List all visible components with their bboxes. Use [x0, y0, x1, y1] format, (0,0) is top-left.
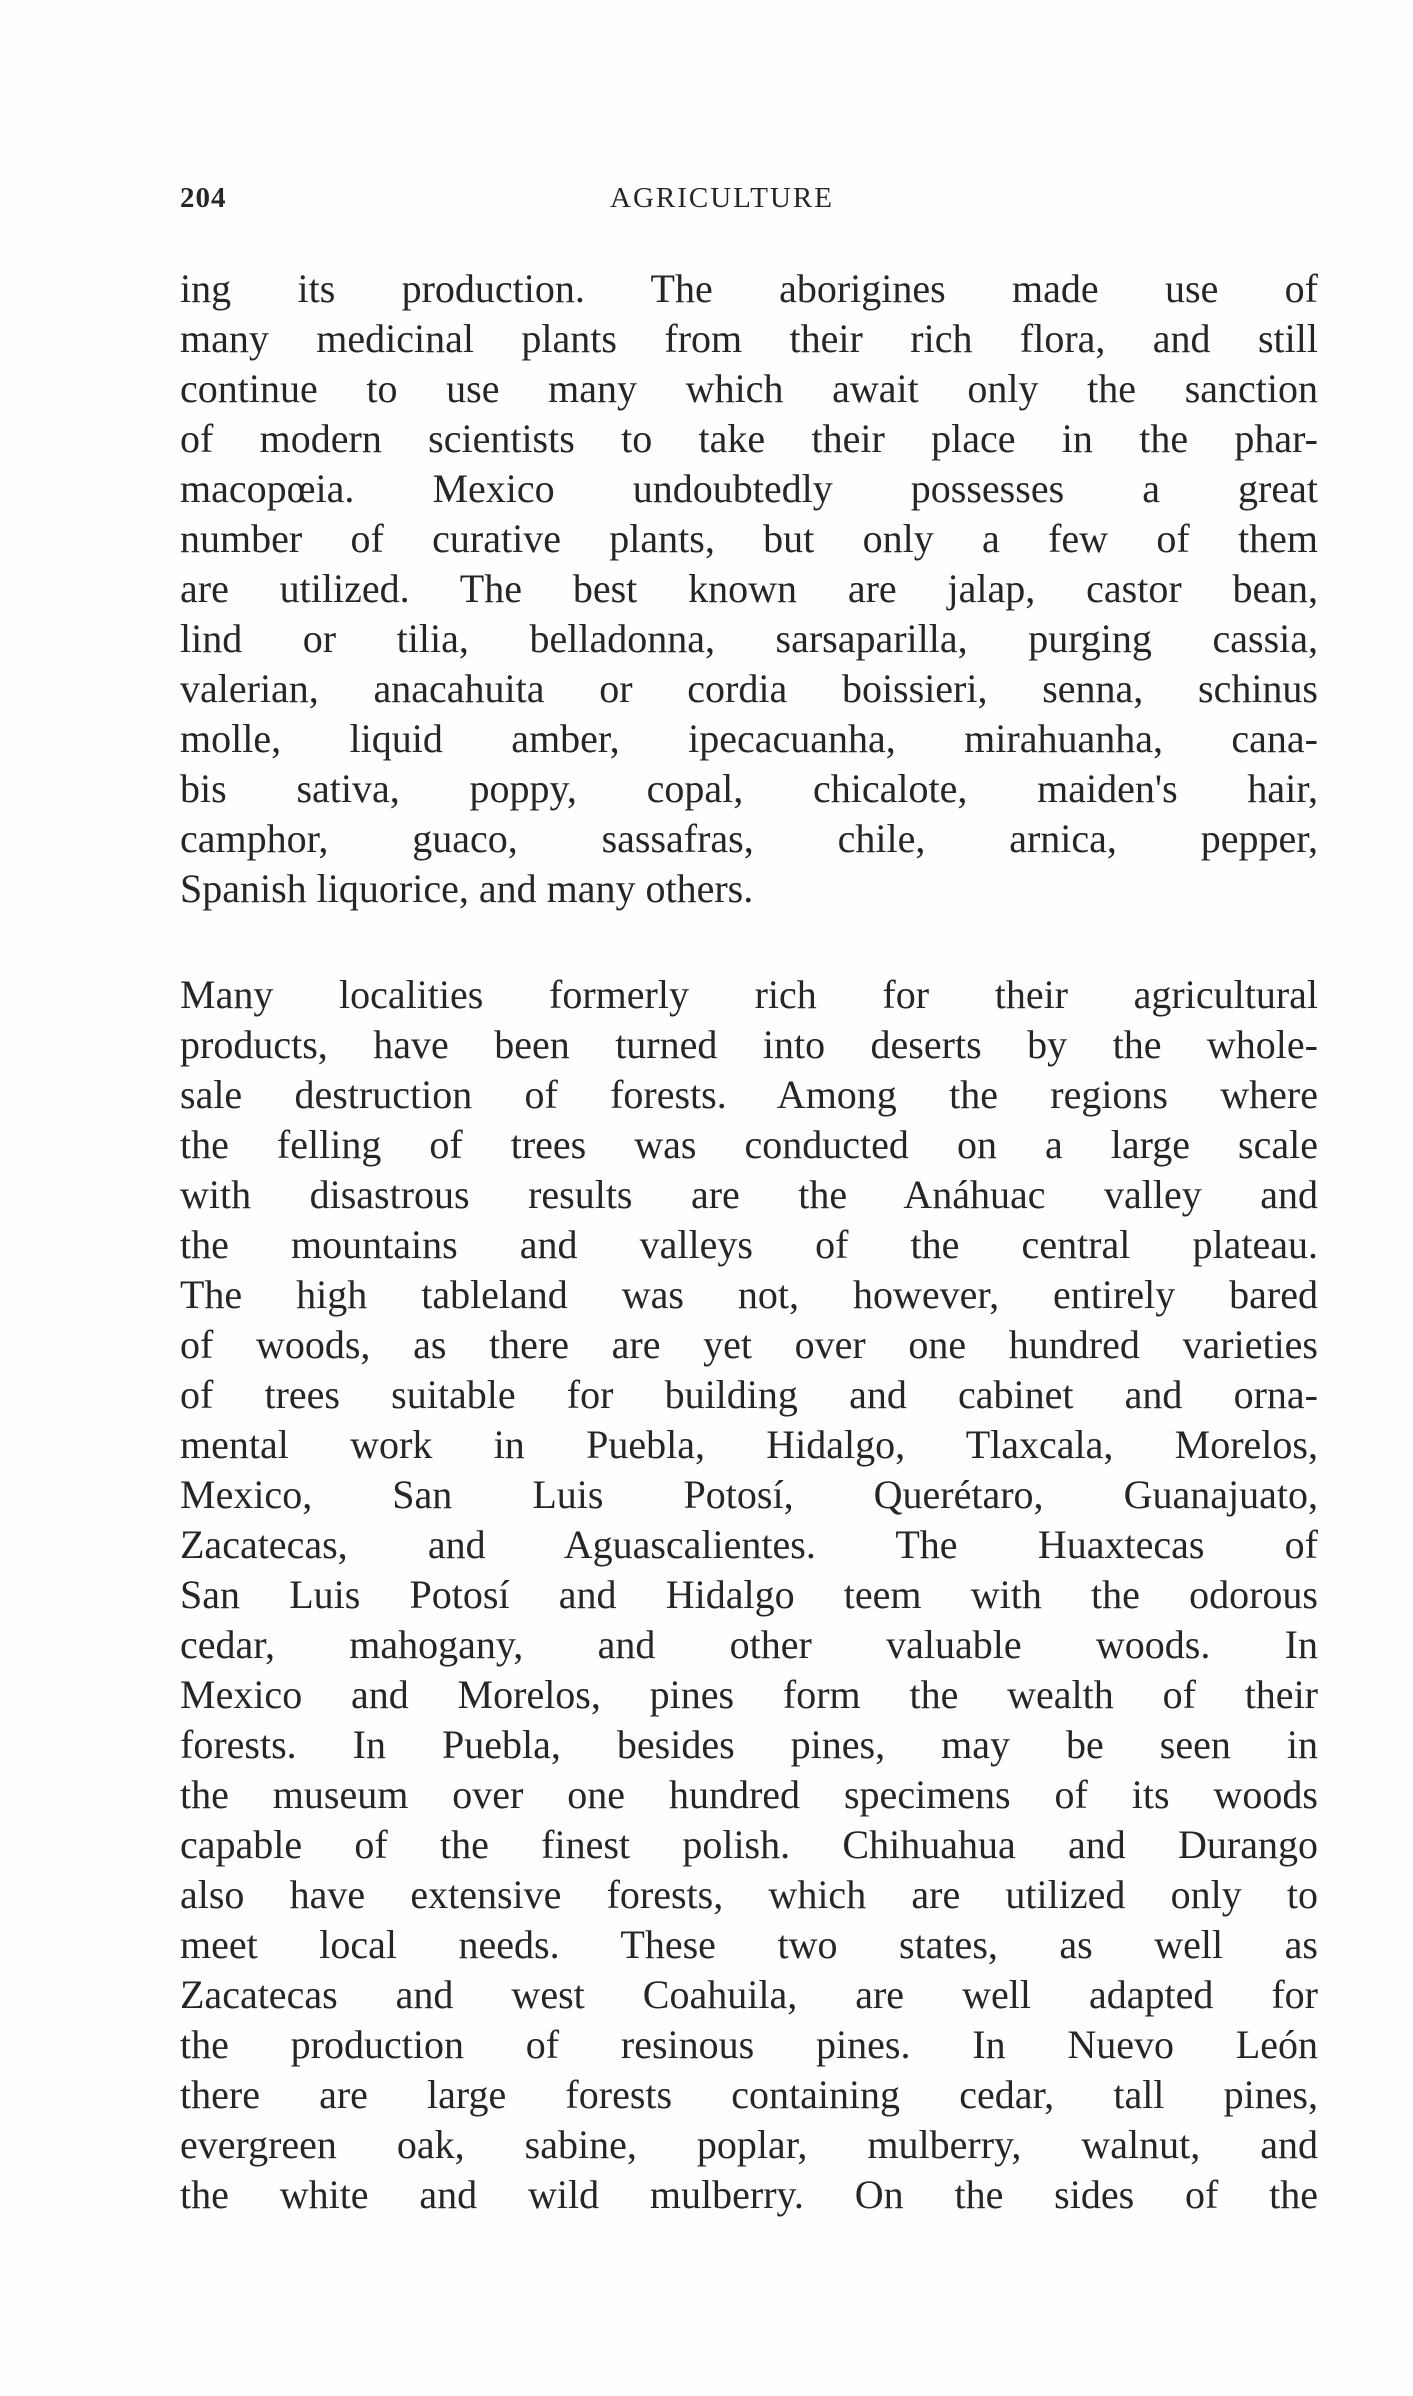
text-line: evergreen oak, sabine, poplar, mulberry, walnut, and	[180, 2122, 1318, 2167]
text-line: meet local needs. These two states, as well as	[180, 1922, 1318, 1967]
text-line: of trees suitable for building and cabinet and orna-	[180, 1372, 1318, 1417]
page-number: 204	[180, 182, 227, 214]
text-line: are utilized. The best known are jalap, castor bean,	[180, 566, 1318, 611]
paragraph-forests	[180, 970, 1318, 2220]
text-line: there are large forests containing cedar, tall pines,	[180, 2072, 1318, 2117]
text-line: Spanish liquorice, and many others.	[180, 866, 754, 911]
text-line: Mexico and Morelos, pines form the wealth of their	[180, 1672, 1318, 1717]
text-line: products, have been turned into deserts by the whole-	[180, 1022, 1318, 1067]
text-line: sale destruction of forests. Among the regions where	[180, 1072, 1318, 1117]
text-line: cedar, mahogany, and other valuable woods. In	[180, 1622, 1318, 1667]
text-line: the white and wild mulberry. On the sides of the	[180, 2172, 1318, 2217]
text-line: of woods, as there are yet over one hundred varieties	[180, 1322, 1318, 1367]
text-line: the production of resinous pines. In Nuevo León	[180, 2022, 1318, 2067]
text-line: with disastrous results are the Anáhuac valley and	[180, 1172, 1318, 1217]
paragraph-medicinal-plants	[180, 264, 1318, 914]
text-line: number of curative plants, but only a few of them	[180, 516, 1318, 561]
text-line: valerian, anacahuita or cordia boissieri, senna, schinus	[180, 666, 1318, 711]
text-line: also have extensive forests, which are utilized only to	[180, 1872, 1318, 1917]
text-line: Zacatecas, and Aguascalientes. The Huaxtecas of	[180, 1522, 1318, 1567]
text-line: forests. In Puebla, besides pines, may be seen in	[180, 1722, 1318, 1767]
text-line: the felling of trees was conducted on a large scale	[180, 1122, 1318, 1167]
text-line: the museum over one hundred specimens of its woods	[180, 1772, 1318, 1817]
text-line: macopœia. Mexico undoubtedly possesses a great	[180, 466, 1318, 511]
text-line: mental work in Puebla, Hidalgo, Tlaxcala, Morelos,	[180, 1422, 1318, 1467]
text-line: Mexico, San Luis Potosí, Querétaro, Guanajuato,	[180, 1472, 1318, 1517]
text-line: lind or tilia, belladonna, sarsaparilla, purging cassia,	[180, 616, 1318, 661]
text-line: Many localities formerly rich for their agricultural	[180, 972, 1318, 1017]
text-line: continue to use many which await only the sanction	[180, 366, 1318, 411]
text-line: the mountains and valleys of the central plateau.	[180, 1222, 1318, 1267]
running-head	[180, 182, 1320, 222]
text-line: camphor, guaco, sassafras, chile, arnica, pepper,	[180, 816, 1318, 861]
text-line: ing its production. The aborigines made use of	[180, 266, 1318, 311]
text-line: molle, liquid amber, ipecacuanha, mirahuanha, cana-	[180, 716, 1318, 761]
running-title: AGRICULTURE	[610, 182, 834, 214]
text-line: many medicinal plants from their rich flora, and still	[180, 316, 1318, 361]
text-line: The high tableland was not, however, entirely bared	[180, 1272, 1318, 1317]
text-line: Zacatecas and west Coahuila, are well adapted for	[180, 1972, 1318, 2017]
text-line: San Luis Potosí and Hidalgo teem with the odorous	[180, 1572, 1318, 1617]
text-line: capable of the finest polish. Chihuahua and Durango	[180, 1822, 1318, 1867]
text-line: bis sativa, poppy, copal, chicalote, maiden's hair,	[180, 766, 1318, 811]
text-line: of modern scientists to take their place in the phar-	[180, 416, 1318, 461]
